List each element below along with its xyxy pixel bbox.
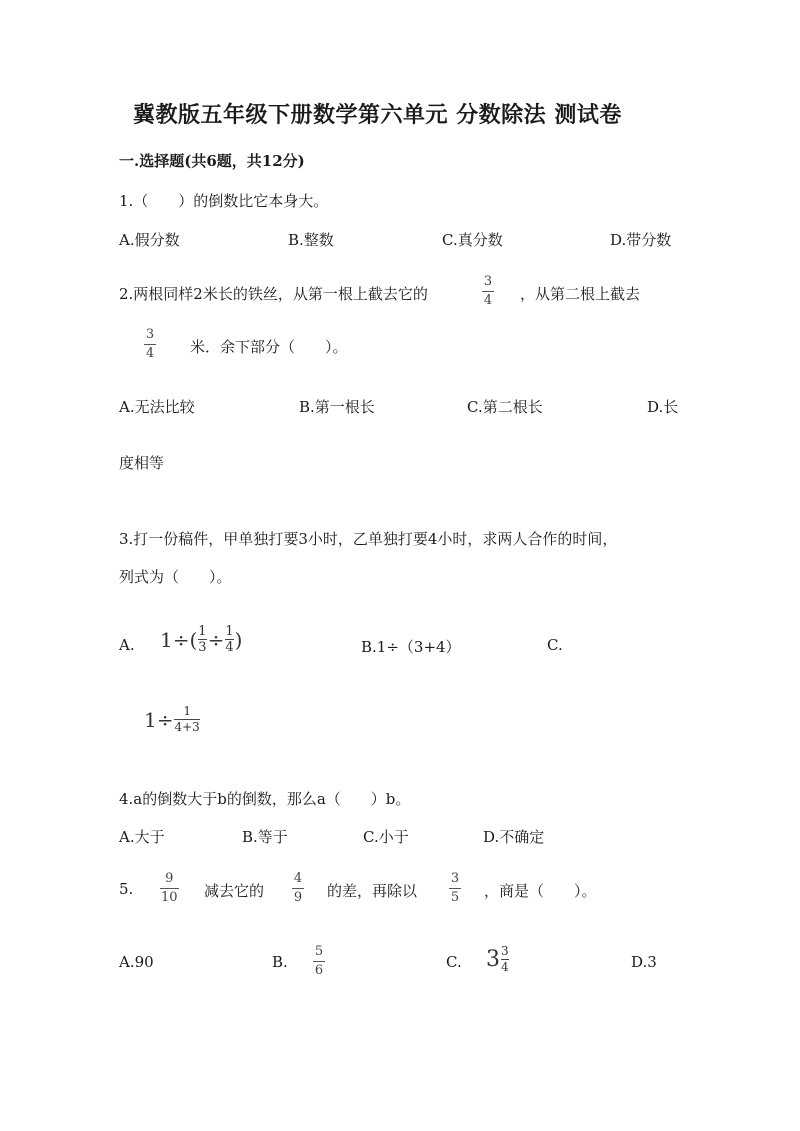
q2-fraction-1-numerator: 3: [483, 274, 493, 289]
denominator: 5: [450, 890, 460, 905]
q2-option-b[interactable]: B.第一根长: [299, 398, 375, 416]
numerator: 1: [198, 624, 207, 639]
q5-option-a[interactable]: A.90: [119, 953, 154, 971]
q3-a-expr-frac-2: [225, 625, 233, 654]
denominator: 4+3: [174, 720, 200, 734]
q2-option-a[interactable]: A.无法比较: [119, 398, 195, 416]
question-1-text: 1.（ ）的倒数比它本身大。: [119, 192, 329, 210]
denominator: 4: [501, 960, 509, 974]
denominator: 10: [161, 890, 178, 905]
q2-option-c[interactable]: C.第二根长: [467, 398, 543, 416]
question-5-text-c: ，商是（ ）。: [484, 882, 597, 900]
q2-fraction-2-denominator: 4: [145, 346, 155, 361]
q2-fraction-1-denominator: 4: [483, 293, 493, 308]
q5-fraction-3: [449, 872, 461, 905]
question-5-label: 5.: [119, 880, 134, 898]
q3-option-c-label[interactable]: C.: [547, 636, 563, 654]
numerator: 1: [225, 624, 234, 639]
q3-a-expr-mid: ÷: [207, 627, 225, 652]
q5-option-c-mixed-number: [486, 945, 510, 974]
q5-option-b-label[interactable]: B.: [272, 953, 288, 971]
page-title: 冀教版五年级下册数学第六单元 分数除法 测试卷: [133, 102, 622, 128]
denominator: 3: [198, 640, 207, 655]
q5-fraction-2: [292, 872, 304, 905]
q1-option-c[interactable]: C.真分数: [442, 231, 503, 249]
q3-option-a-expression: [160, 625, 242, 654]
q4-option-d[interactable]: D.不确定: [483, 828, 545, 846]
question-2-text-a: 2.两根同样2米长的铁丝，从第一根上截去它的: [119, 285, 428, 303]
q4-option-c[interactable]: C.小于: [363, 828, 409, 846]
q1-option-a[interactable]: A.假分数: [119, 231, 180, 249]
question-3-text-b: 列式为（ ）。: [119, 568, 232, 586]
numerator: 5: [314, 944, 324, 959]
q2-fraction-2: [144, 328, 156, 361]
denominator: 4: [225, 640, 234, 655]
q3-a-expr-tail: ): [234, 627, 243, 652]
q4-option-b[interactable]: B.等于: [242, 828, 288, 846]
fraction-bar: [292, 888, 304, 889]
denominator: 6: [314, 963, 324, 978]
q2-option-d[interactable]: D.长: [647, 398, 679, 416]
q5-option-c-label[interactable]: C.: [446, 953, 462, 971]
q1-option-b[interactable]: B.整数: [288, 231, 334, 249]
q2-fraction-1: [482, 275, 494, 308]
numerator: 1: [183, 704, 191, 718]
fraction-bar: [482, 291, 494, 292]
question-2-text-c: 米．余下部分（ ）。: [190, 338, 348, 356]
numerator: 3: [501, 944, 509, 958]
q3-a-expr-lead: 1÷(: [160, 627, 198, 652]
question-5-text-b: 的差，再除以: [327, 882, 418, 900]
fraction-bar: [449, 888, 461, 889]
q5-option-b-fraction: [313, 945, 325, 978]
q3-a-expr-frac-1: [198, 625, 206, 654]
question-4-text: 4.a的倒数大于b的倒数，那么a（ ）b。: [119, 790, 411, 808]
q3-option-c-expression: [144, 705, 201, 734]
q1-option-d[interactable]: D.带分数: [610, 231, 672, 249]
fraction-bar: [144, 344, 156, 345]
q5-option-d[interactable]: D.3: [631, 953, 657, 971]
numerator: 4: [293, 871, 303, 886]
q5-option-c-fraction: [501, 945, 509, 974]
q5-fraction-1: [160, 872, 179, 905]
q4-option-a[interactable]: A.大于: [119, 828, 165, 846]
question-2-text-b: ，从第二根上截去: [520, 285, 641, 303]
question-5-text-a: 减去它的: [204, 882, 265, 900]
q2-option-d-wrap: 度相等: [119, 454, 165, 472]
section-heading: 一.选择题(共6题，共12分): [119, 152, 305, 170]
q3-option-b[interactable]: B.1÷（3+4）: [361, 638, 461, 656]
denominator: 9: [293, 890, 303, 905]
numerator: 9: [165, 871, 174, 886]
whole-part: 3: [486, 947, 500, 972]
fraction-bar: [313, 961, 325, 962]
q3-c-expr-lead: 1÷: [144, 707, 174, 732]
fraction-bar: [160, 888, 179, 889]
question-3-text-a: 3.打一份稿件，甲单独打要3小时，乙单独打要4小时，求两人合作的时间，: [119, 530, 618, 548]
q3-c-expr-frac: [174, 705, 199, 734]
q2-fraction-2-numerator: 3: [145, 327, 155, 342]
q3-option-a-label[interactable]: A.: [119, 636, 135, 654]
numerator: 3: [450, 871, 460, 886]
